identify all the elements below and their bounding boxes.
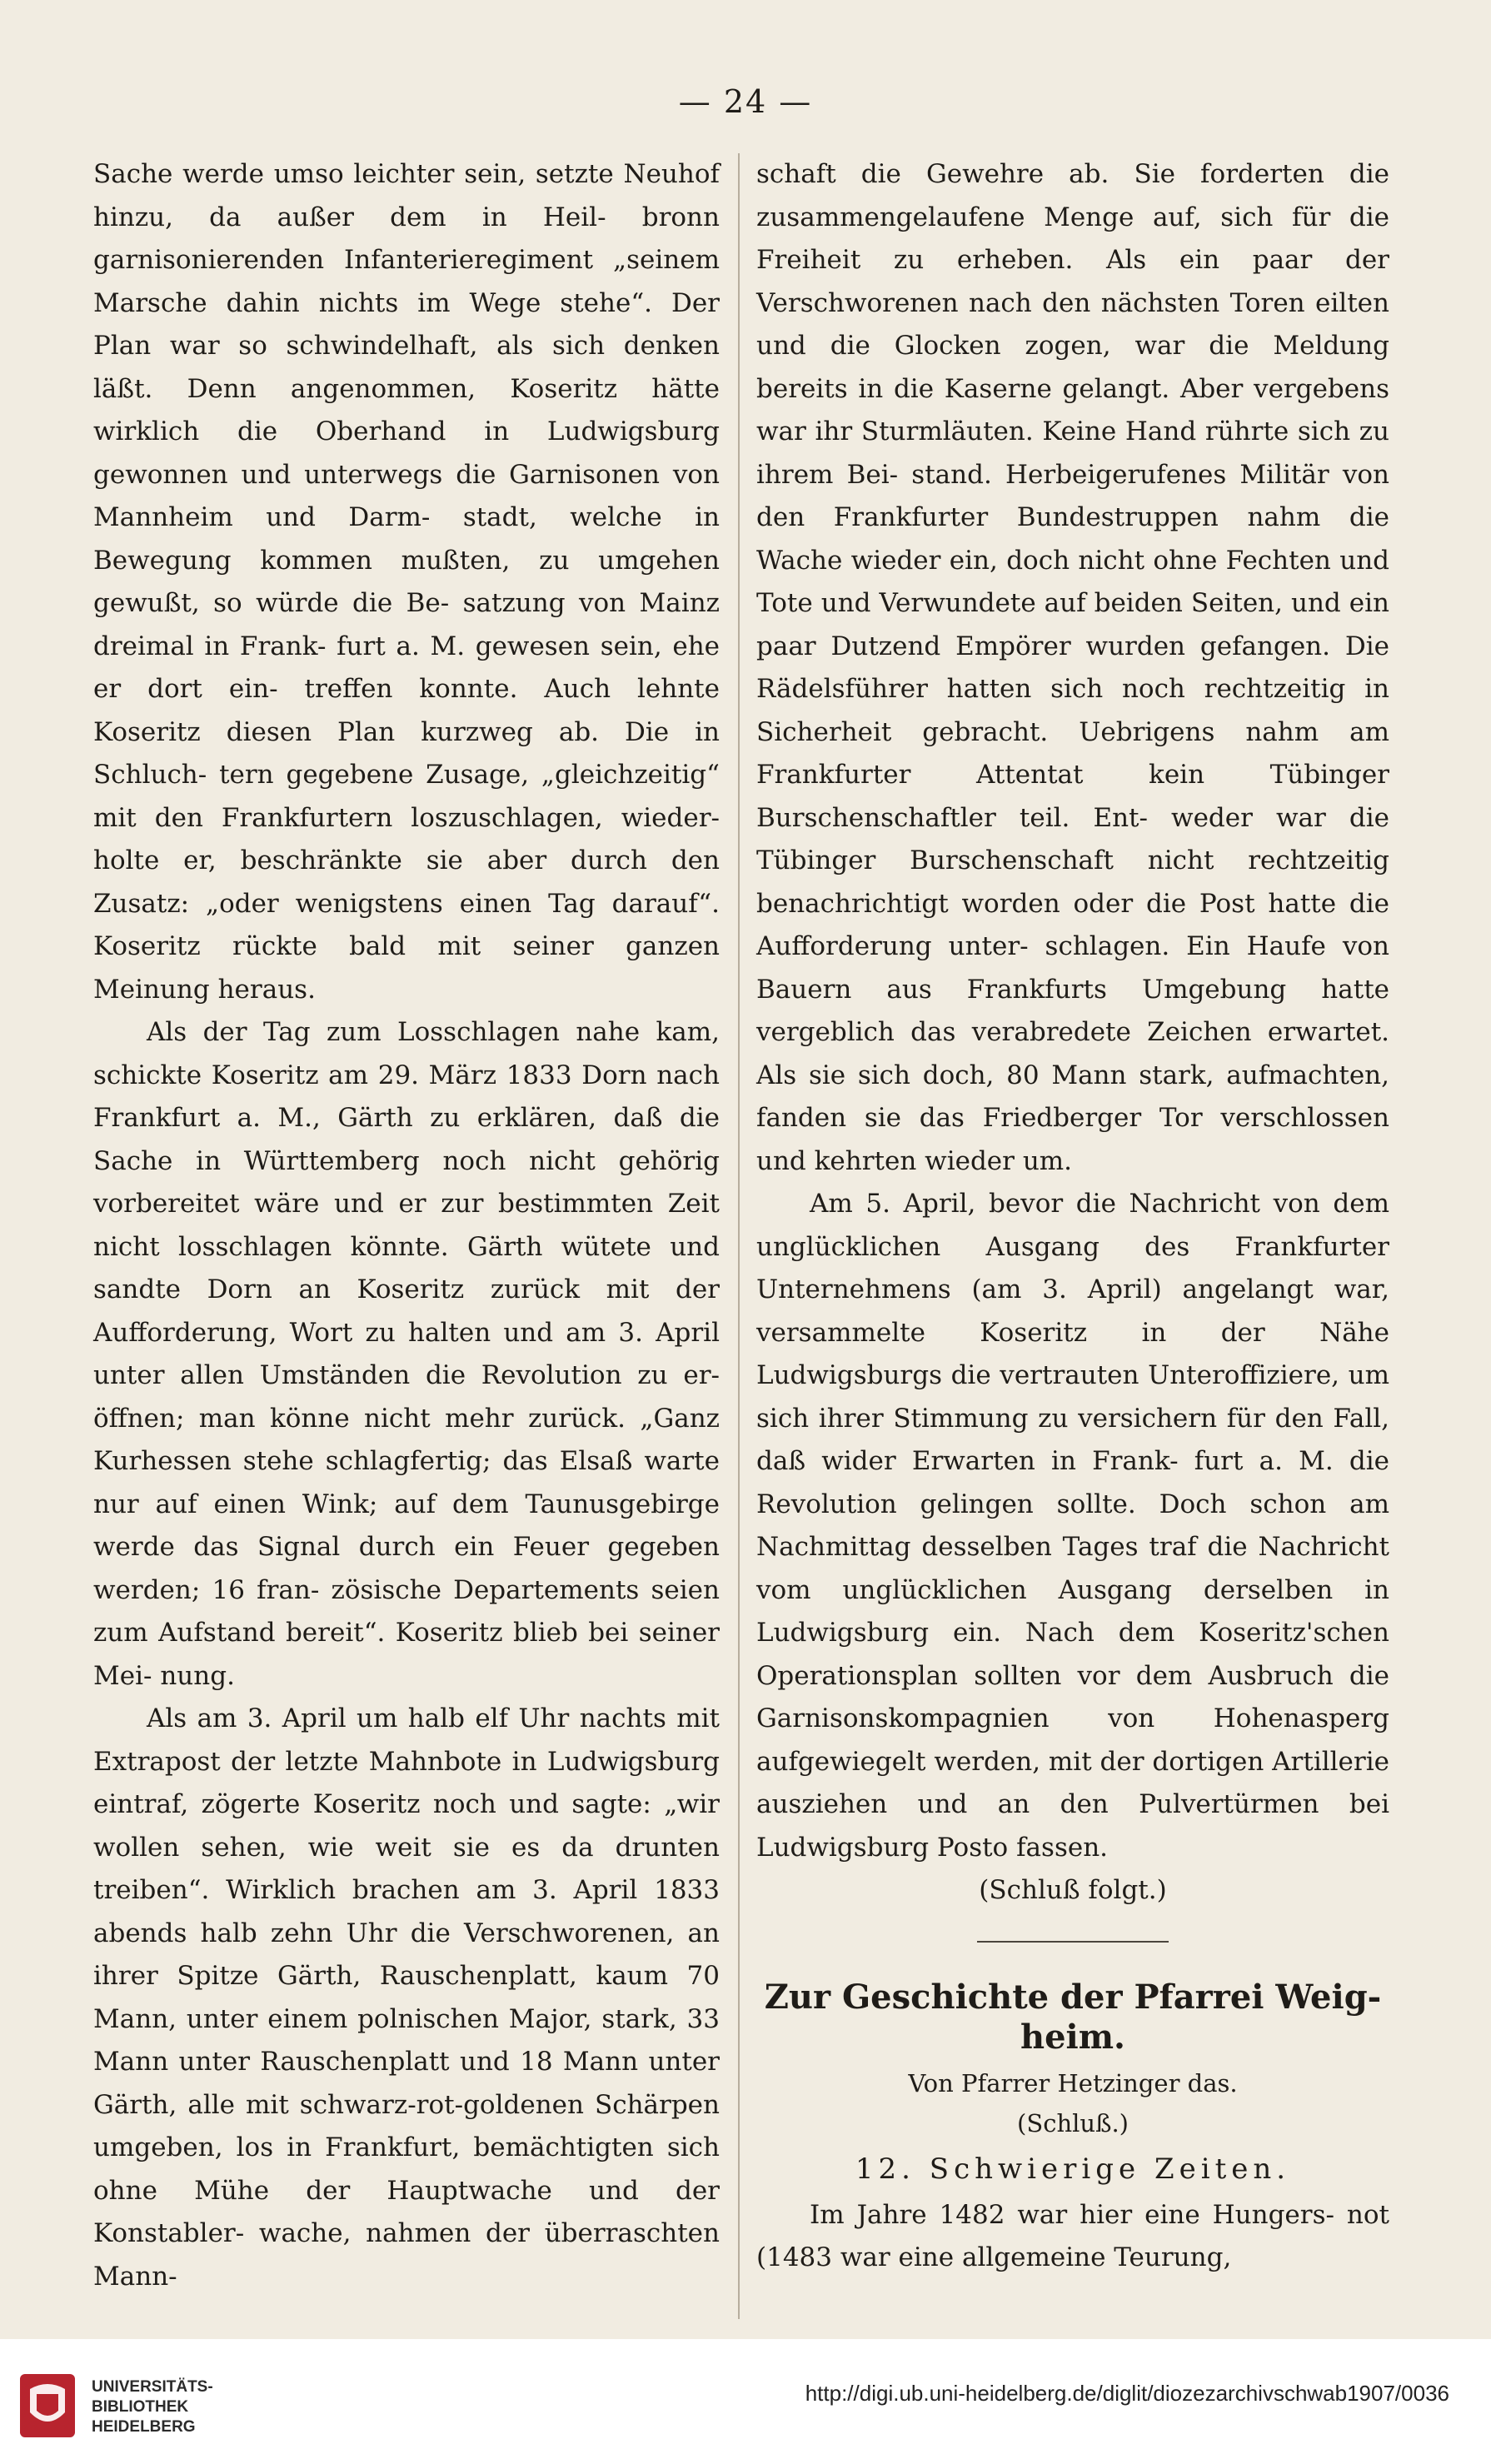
source-url-link[interactable]: http://digi.ub.uni-heidelberg.de/diglit/diozezarchivschwab1907/0036 — [805, 2381, 1449, 2406]
university-seal-icon — [18, 2372, 77, 2439]
library-name-line-2: BIBLIOTHEK — [92, 2398, 189, 2416]
article-author: Von Pfarrer Hetzinger das. — [908, 2068, 1238, 2097]
left-paragraph-2: Als der Tag zum Losschlagen nahe kam, schickte Koseritz am 29. März 1833 Dorn nach Frankfurt a. M., Gärth zu erklären, daß die Sache in Württemberg noch nicht gehörig vorbereitet wäre und er zur bestimmten Zeit nicht losschlagen könnte. Gärth wütete und sandte Dorn an Koseritz zurück mit der Aufforderung, Wort zu halten und am 3. April unter allen Umständen die Revolution zu er- öffnen; man könne nicht mehr zurück. „Ganz Kurhessen stehe schlagfertig; das Elsaß warte nur auf einen Wink; auf dem Taunusgebirge werde das Signal durch ein Feuer gegeben werden; 16 fran- zösische Departements seien zum Aufstand bereit“. Koseritz blieb bei seiner Mei- nung. — [93, 1017, 720, 1691]
left-column — [93, 153, 720, 2298]
right-paragraph-3: Im Jahre 1482 war hier eine Hungers- not (1483 war eine allgemeine Teurung, — [756, 2199, 1389, 2272]
library-name — [92, 2377, 213, 2437]
left-paragraph-3: Als am 3. April um halb elf Uhr nachts mit Extrapost der letzte Mahnbote in Ludwigsburg eintraf, zögerte Koseritz noch und sagte: „wir wollen sehen, wie weit sie es da drunten treiben“. Wirklich brachen am 3. April 1833 abends halb zehn Uhr die Verschworenen, an ihrer Spitze Gärth, Rauschenplatt, kaum 70 Mann, unter einem polnischen Major, stark, 33 Mann unter Rauschenplatt und 18 Mann unter Gärth, alle mit schwarz-rot-goldenen Schärpen umgeben, los in Frankfurt, bemächtigten sich ohne Mühe der Hauptwache und der Konstabler- wache, nahmen der überraschten Mann- — [93, 1703, 720, 2292]
library-name-line-3: HEIDELBERG — [92, 2418, 196, 2436]
right-paragraph-2: Am 5. April, bevor die Nachricht von dem unglücklichen Ausgang des Frankfurter Unternehmens (am 3. April) angelangt war, versammelte Koseritz in der Nähe Ludwigsburgs die vertrauten Unteroffiziere, um sich ihrer Stimmung zu versichern für den Fall, daß wider Erwarten in Frank- furt a. M. die Revolution gelingen sollte. Doch schon am Nachmittag desselben Tages traf die Nachricht vom unglücklichen Ausgang derselben in Ludwigsburg ein. Nach dem Koseritz'schen Operationsplan sollten vor dem Ausbruch die Garnisonskompagnien von Hohenasperg aufgewiegelt werden, mit der dortigen Artillerie ausziehen und an den Pulvertürmen bei Ludwigsburg Posto fassen. — [756, 1189, 1389, 1863]
library-name-line-1: UNIVERSITÄTS- — [92, 2378, 213, 2396]
continued-note: (Schluß folgt.) — [979, 1875, 1167, 1905]
right-paragraph-1: schaft die Gewehre ab. Sie forderten die zusammengelaufene Menge auf, sich für die Freiheit zu erheben. Als ein paar der Verschworenen nach den nächsten Toren eilten und die Glocken zogen, war die Meldung bereits in die Kaserne gelangt. Aber vergebens war ihr Sturmläuten. Keine Hand rührte sich zu ihrem Bei- stand. Herbeigerufenes Militär von den Frankfurter Bundestruppen nahm die Wache wieder ein, doch nicht ohne Fechten und Tote und Verwundete auf beiden Seiten, und ein paar Dutzend Empörer wurden gefangen. Die Rädelsführer hatten sich noch rechtzeitig in Sicherheit gebracht. Uebrigens nahm am Frankfurter Attentat kein Tübinger Burschenschaftler teil. Ent- weder war die Tübinger Burschenschaft nicht rechtzeitig benachrichtigt worden oder die Post hatte die Aufforderung unter- schlagen. Ein Haufe von Bauern aus Frankfurts Umgebung hatte vergeblich das verabredete Zeichen erwartet. Als sie sich doch, 80 Mann stark, aufmachten, fanden sie das Friedberger Tor verschlossen und kehrten wieder um. — [756, 159, 1389, 1176]
article-separator — [977, 1941, 1169, 1943]
article-note: (Schluß.) — [1017, 2108, 1129, 2137]
article-title: Zur Geschichte der Pfarrei Weig- heim. — [764, 1977, 1382, 2057]
column-divider — [738, 153, 740, 2319]
page-number: — 24 — — [678, 83, 813, 120]
right-column — [756, 153, 1389, 2280]
section-heading: 12. Schwierige Zeiten. — [855, 2152, 1291, 2186]
left-paragraph-1: Sache werde umso leichter sein, setzte Neuhof hinzu, da außer dem in Heil- bronn garnisonierenden Infanterieregiment „seinem Marsche dahin nichts im Wege stehe“. Der Plan war so schwindelhaft, als sich denken läßt. Denn angenommen, Koseritz hätte wirklich die Oberhand in Ludwigsburg gewonnen und unterwegs die Garnisonen von Mannheim und Darm- stadt, welche in Bewegung kommen mußten, zu umgehen gewußt, so würde die Be- satzung von Mainz dreimal in Frank- furt a. M. gewesen sein, ehe er dort ein- treffen konnte. Auch lehnte Koseritz diesen Plan kurzweg ab. Die in Schluch- tern gegebene Zusage, „gleichzeitig“ mit den Frankfurtern loszuschlagen, wieder- holte er, beschränkte sie aber durch den Zusatz: „oder wenigstens einen Tag darauf“. Koseritz rückte bald mit seiner ganzen Meinung heraus. — [93, 159, 720, 1005]
footer-bar — [0, 2339, 1491, 2464]
